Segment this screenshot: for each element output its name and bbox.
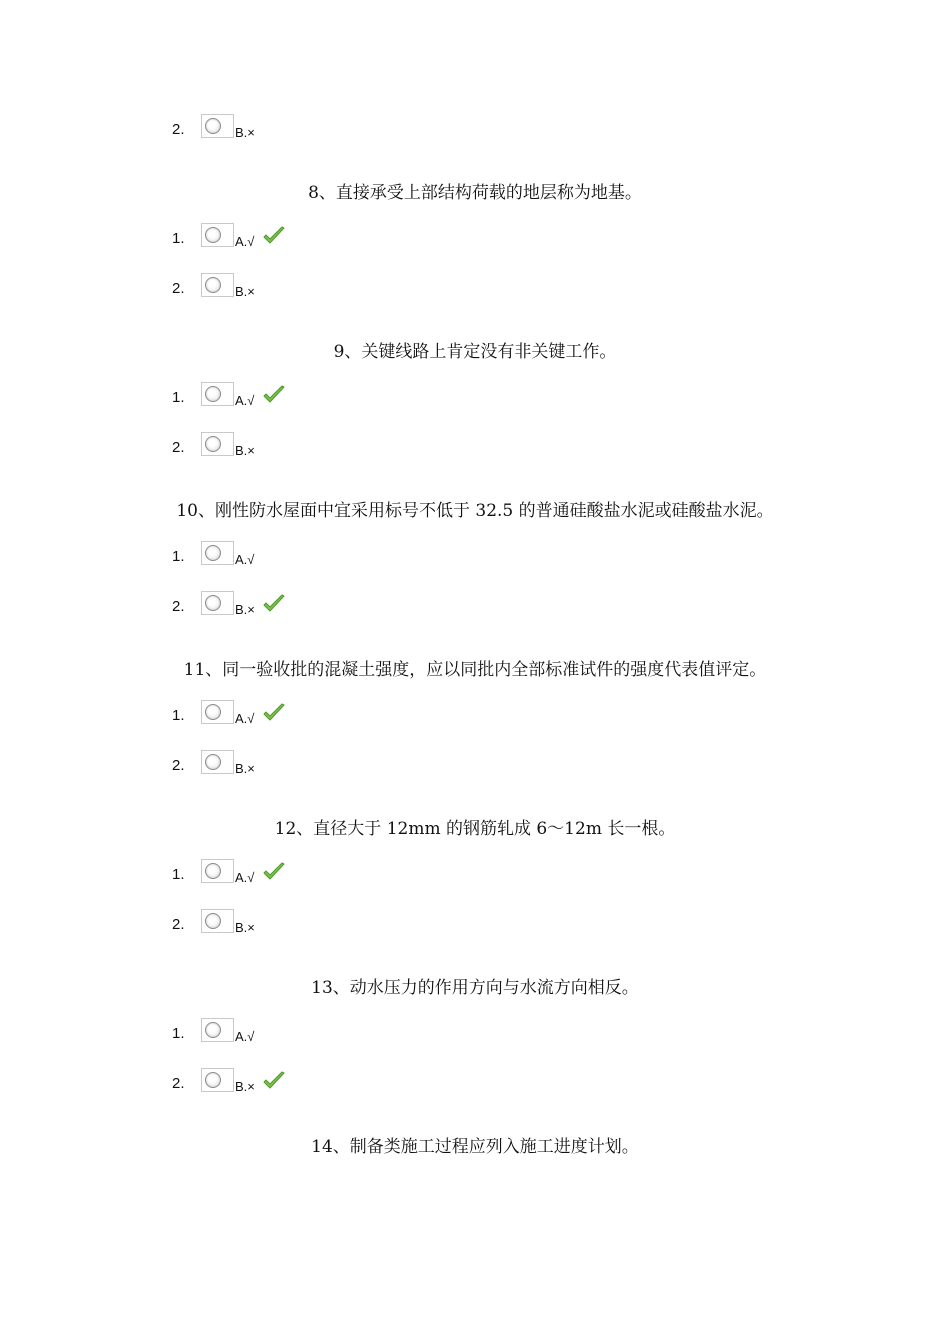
checkmark-icon xyxy=(262,385,286,405)
question-text: 9、关键线路上肯定没有非关键工作。 xyxy=(333,342,617,362)
radio-button[interactable] xyxy=(201,750,234,774)
radio-button[interactable] xyxy=(201,700,234,724)
radio-button[interactable] xyxy=(201,859,234,883)
radio-button-icon xyxy=(205,118,221,134)
option-number: 1. xyxy=(172,1025,185,1042)
radio-button-icon xyxy=(205,227,221,243)
checkmark-icon xyxy=(262,703,286,723)
radio-button[interactable] xyxy=(201,223,234,247)
question-text: 8、直接承受上部结构荷载的地层称为地基。 xyxy=(308,183,642,203)
option-number: 2. xyxy=(172,757,185,774)
option-number: 1. xyxy=(172,707,185,724)
radio-button-icon xyxy=(205,863,221,879)
question-text: 10、刚性防水屋面中宜采用标号不低于 32.5 的普通硅酸盐水泥或硅酸盐水泥。 xyxy=(176,501,774,521)
radio-button[interactable] xyxy=(201,114,234,138)
question-text: 14、制备类施工过程应列入施工进度计划。 xyxy=(311,1137,639,1157)
radio-button-icon xyxy=(205,277,221,293)
option-label: B.× xyxy=(235,1079,255,1094)
radio-button-icon xyxy=(205,704,221,720)
radio-button[interactable] xyxy=(201,591,234,615)
checkmark-icon xyxy=(262,862,286,882)
question-text: 12、直径大于 12mm 的钢筋轧成 6～12m 长一根。 xyxy=(274,819,676,839)
option-number: 2. xyxy=(172,121,185,138)
option-number: 2. xyxy=(172,280,185,297)
option-label: B.× xyxy=(235,443,255,458)
radio-button-icon xyxy=(205,754,221,770)
checkmark-icon xyxy=(262,1071,286,1091)
question-text: 13、动水压力的作用方向与水流方向相反。 xyxy=(311,978,639,998)
option-label: A.√ xyxy=(235,393,255,408)
option-label: B.× xyxy=(235,920,255,935)
checkmark-icon xyxy=(262,226,286,246)
question-text: 11、同一验收批的混凝土强度，应以同批内全部标准试件的强度代表值评定。 xyxy=(183,660,767,680)
option-label: A.√ xyxy=(235,870,255,885)
option-number: 2. xyxy=(172,598,185,615)
radio-button-icon xyxy=(205,386,221,402)
radio-button-icon xyxy=(205,545,221,561)
radio-button[interactable] xyxy=(201,1068,234,1092)
option-label: A.√ xyxy=(235,234,255,249)
option-number: 1. xyxy=(172,389,185,406)
option-label: B.× xyxy=(235,602,255,617)
radio-button-icon xyxy=(205,595,221,611)
option-label: A.√ xyxy=(235,711,255,726)
option-label: A.√ xyxy=(235,552,255,567)
radio-button-icon xyxy=(205,1072,221,1088)
radio-button-icon xyxy=(205,436,221,452)
radio-button-icon xyxy=(205,913,221,929)
option-number: 2. xyxy=(172,916,185,933)
option-label: B.× xyxy=(235,125,255,140)
option-number: 1. xyxy=(172,866,185,883)
option-number: 1. xyxy=(172,230,185,247)
radio-button[interactable] xyxy=(201,382,234,406)
option-number: 2. xyxy=(172,439,185,456)
radio-button[interactable] xyxy=(201,909,234,933)
radio-button[interactable] xyxy=(201,273,234,297)
radio-button[interactable] xyxy=(201,1018,234,1042)
option-label: B.× xyxy=(235,761,255,776)
option-label: B.× xyxy=(235,284,255,299)
option-number: 2. xyxy=(172,1075,185,1092)
checkmark-icon xyxy=(262,594,286,614)
option-label: A.√ xyxy=(235,1029,255,1044)
radio-button[interactable] xyxy=(201,541,234,565)
radio-button[interactable] xyxy=(201,432,234,456)
radio-button-icon xyxy=(205,1022,221,1038)
option-number: 1. xyxy=(172,548,185,565)
